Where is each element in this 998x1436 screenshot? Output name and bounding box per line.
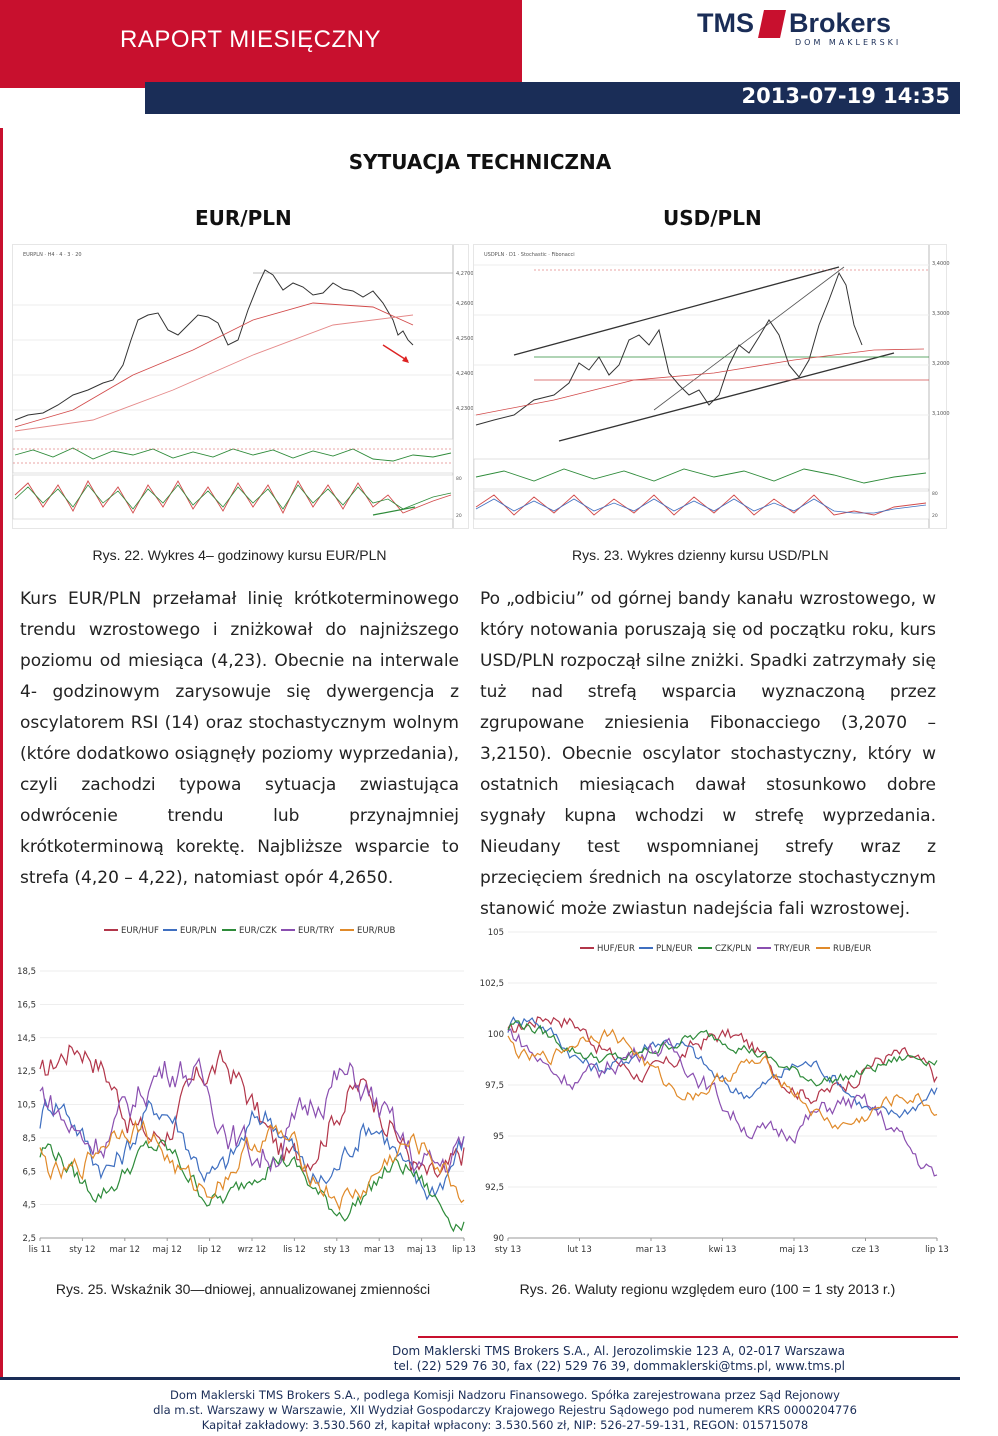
svg-text:20: 20 bbox=[932, 514, 938, 519]
svg-text:4,2700: 4,2700 bbox=[456, 271, 474, 277]
footer-legal-3: Kapitał zakładowy: 3.530.560 zł, kapitał wpłacony: 3.530.560 zł, NIP: 526-27-59-131, REGON: 015715078 bbox=[201, 1418, 809, 1432]
y-tick-label: 18,5 bbox=[17, 967, 36, 977]
y-tick-label: 97,5 bbox=[485, 1081, 504, 1091]
footer-address: Dom Maklerski TMS Brokers S.A., Al. Jerozolimskie 123 A, 02-017 Warszawa bbox=[391, 1344, 845, 1358]
eurpln-heading: EUR/PLN bbox=[195, 206, 292, 230]
svg-text:3,3000: 3,3000 bbox=[932, 311, 950, 317]
fig25-caption: Rys. 25. Wskaźnik 30—dniowej, annualizowanej zmienności bbox=[55, 1281, 431, 1297]
x-tick-label: maj 13 bbox=[779, 1245, 809, 1255]
series-line bbox=[508, 1017, 937, 1117]
footer-red-rule bbox=[418, 1336, 958, 1338]
y-tick-label: 16,5 bbox=[17, 1000, 36, 1011]
y-tick-label: 8,5 bbox=[22, 1133, 36, 1144]
legend-label: EUR/RUB bbox=[357, 926, 396, 936]
report-datetime: 2013-07-19 14:35 bbox=[741, 84, 950, 108]
eurpln-4h-chart bbox=[12, 244, 474, 529]
fig23-caption-text: Rys. 23. Wykres dzienny kursu USD/PLN bbox=[572, 547, 829, 563]
y-tick-label: 105 bbox=[487, 928, 504, 938]
logo-brokers-text: Brokers bbox=[789, 8, 892, 38]
usdpln-analysis-text: Po „odbiciu” od górnej bandy kanału wzrostowego, w który notowania poruszają się od początku roku, kurs USD/PLN rozpoczął silne zniżki. Spadki zatrzymały się tuż nad strefą wsparcia wyznaczoną przez zgrupowane zniesienia Fibonacciego (3,2070 – 3,2150). Obecnie oscylator stochastyczny, który w ostatnich miesiącach dawał stosunkowo dobre sygnały kupna wchodzi w strefę wyprzedania. Nieudany test wspomnianej strefy wraz z przecięciem średnich na oscylatorze stochastycznym stanowić może zwiastun nadejścia fali wzrostowej. bbox=[480, 589, 936, 919]
legend-label: EUR/HUF bbox=[121, 926, 159, 936]
usdpln-chart-svg bbox=[474, 245, 950, 528]
section-title: SYTUACJA TECHNICZNA bbox=[348, 150, 612, 174]
logo-subtitle: DOM MAKLERSKI bbox=[795, 38, 902, 47]
x-tick-label: cze 13 bbox=[851, 1245, 880, 1255]
eurpln-chart-svg bbox=[13, 245, 474, 528]
footer-blue-rule bbox=[0, 1377, 960, 1380]
x-tick-label: maj 12 bbox=[152, 1245, 182, 1255]
legend-label: RUB/EUR bbox=[833, 944, 872, 954]
legend-label: EUR/PLN bbox=[180, 926, 217, 936]
svg-text:3,2000: 3,2000 bbox=[932, 361, 950, 367]
svg-text:20: 20 bbox=[456, 514, 462, 519]
logo-tms-text: TMS bbox=[697, 8, 754, 38]
x-tick-label: maj 13 bbox=[406, 1245, 437, 1255]
svg-text:4,2300: 4,2300 bbox=[456, 406, 474, 412]
x-tick-label: lut 13 bbox=[567, 1245, 592, 1255]
y-tick-label: 100 bbox=[487, 1030, 504, 1040]
logo-mark-icon bbox=[758, 10, 786, 38]
x-tick-label: lip 13 bbox=[925, 1245, 949, 1255]
y-tick-label: 14,5 bbox=[17, 1033, 36, 1044]
volatility-chart-svg bbox=[12, 916, 476, 1258]
svg-text:4,2500: 4,2500 bbox=[456, 336, 474, 342]
fig26-caption: Rys. 26. Waluty regionu względem euro (100 = 1 sty 2013 r.) bbox=[519, 1281, 896, 1297]
series-line bbox=[40, 1059, 464, 1172]
y-tick-label: 12,5 bbox=[17, 1067, 36, 1078]
footer-legal-2: dla m.st. Warszawy w Warszawie, XII Wydział Gospodarczy Krajowego Rejestru Sądowego pod numerem KRS 0000204776 bbox=[153, 1403, 857, 1417]
x-tick-label: mar 12 bbox=[109, 1245, 141, 1255]
volatility-chart bbox=[12, 916, 476, 1258]
y-tick-label: 10,5 bbox=[17, 1100, 36, 1111]
regional-currencies-chart-svg bbox=[480, 916, 950, 1258]
svg-text:USDPLN · D1 · Stochastic · Fib: USDPLN · D1 · Stochastic · Fibonacci bbox=[484, 252, 575, 258]
fig23-caption bbox=[478, 547, 998, 563]
usdpln-daily-chart bbox=[473, 244, 950, 529]
x-tick-label: lis 11 bbox=[28, 1245, 52, 1255]
x-tick-label: wrz 12 bbox=[237, 1245, 267, 1255]
x-tick-label: sty 13 bbox=[494, 1245, 522, 1255]
x-tick-label: sty 12 bbox=[69, 1245, 96, 1255]
svg-text:80: 80 bbox=[456, 477, 462, 482]
legend-label: EUR/TRY bbox=[298, 926, 335, 936]
x-tick-label: lip 13 bbox=[452, 1245, 476, 1255]
legend-label: EUR/CZK bbox=[239, 926, 277, 936]
y-tick-label: 90 bbox=[493, 1234, 504, 1244]
series-line bbox=[508, 1029, 937, 1176]
series-line bbox=[508, 1017, 937, 1104]
eurpln-analysis-text: Kurs EUR/PLN przełamał linię krótkoterminowego trendu wzrostowego i zniżkował do najniższego poziomu od miesiąca (4,23). Obecnie na interwale 4- godzinowym zarysowuje się dywergencja z oscylatorem RSI (14) oraz stochastycznym wolnym (które dodatkowo osiągnęły poziomy wyprzedania), czyli zachodzi typowa sytuacja zwiastująca odwrócenie trendu lub przynajmniej krótkoterminową korektę. Najbliższe wsparcie to strefa (4,20 – 4,22), natomiast opór 4,2650. bbox=[20, 589, 459, 888]
svg-text:4,2400: 4,2400 bbox=[456, 371, 474, 377]
y-tick-label: 102,5 bbox=[479, 979, 504, 989]
y-tick-label: 6,5 bbox=[22, 1167, 36, 1178]
legend-label: CZK/PLN bbox=[715, 944, 752, 954]
x-tick-label: kwi 13 bbox=[708, 1245, 737, 1255]
legend-label: HUF/EUR bbox=[597, 944, 635, 954]
x-tick-label: lip 12 bbox=[197, 1245, 222, 1255]
y-tick-label: 4,5 bbox=[22, 1200, 36, 1211]
svg-text:4,2600: 4,2600 bbox=[456, 301, 474, 307]
footer-contact: tel. (22) 529 76 30, fax (22) 529 76 39, dommaklerski@tms.pl, www.tms.pl bbox=[393, 1359, 845, 1373]
regional-currencies-chart bbox=[480, 916, 950, 1258]
usdpln-heading: USD/PLN bbox=[663, 206, 762, 230]
y-tick-label: 2,5 bbox=[22, 1234, 36, 1244]
y-tick-label: 95 bbox=[493, 1132, 504, 1142]
y-tick-label: 92,5 bbox=[485, 1183, 504, 1193]
x-tick-label: mar 13 bbox=[363, 1245, 395, 1255]
footer-legal-1: Dom Maklerski TMS Brokers S.A., podlega Komisji Nadzoru Finansowego. Spółka zarejestrowana przez Sąd Rejonowy bbox=[170, 1388, 840, 1402]
tms-brokers-logo bbox=[697, 8, 917, 48]
x-tick-label: sty 13 bbox=[323, 1245, 350, 1255]
svg-text:EURPLN · H4 · 4 · 3 · 20: EURPLN · H4 · 4 · 3 · 20 bbox=[23, 252, 82, 258]
fig22-caption: Rys. 22. Wykres 4– godzinowy kursu EUR/PLN bbox=[92, 547, 387, 563]
svg-text:3,4000: 3,4000 bbox=[932, 261, 950, 267]
svg-text:80: 80 bbox=[932, 492, 938, 497]
svg-text:3,1000: 3,1000 bbox=[932, 411, 950, 417]
x-tick-label: mar 13 bbox=[635, 1245, 667, 1255]
legend-label: TRY/EUR bbox=[774, 944, 811, 954]
x-tick-label: lis 12 bbox=[283, 1245, 306, 1255]
left-margin-rule bbox=[0, 128, 3, 1378]
legend-label: PLN/EUR bbox=[656, 944, 693, 954]
report-title: RAPORT MIESIĘCZNY bbox=[120, 26, 381, 53]
